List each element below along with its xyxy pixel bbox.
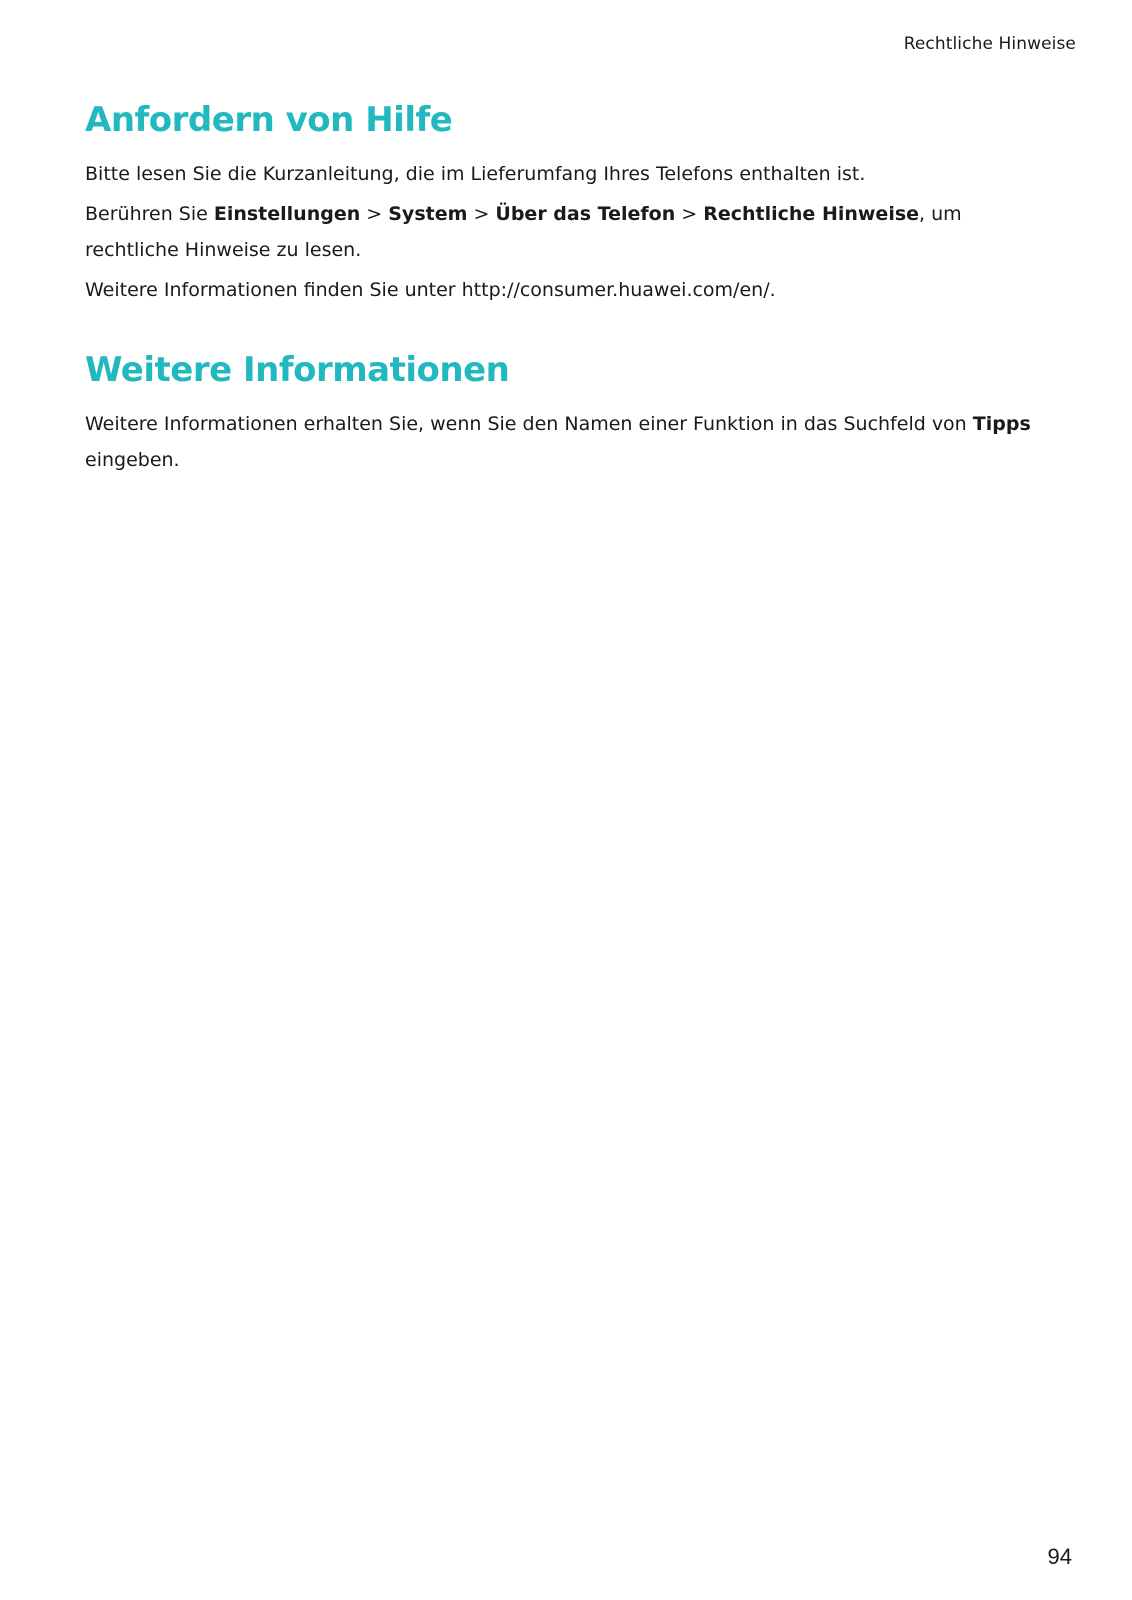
paragraph-navigation-path: [85, 196, 1045, 268]
path-step-system: System: [388, 203, 468, 225]
tipps-suffix: eingeben.: [85, 449, 180, 471]
path-step-rechtliche-hinweise: Rechtliche Hinweise: [703, 203, 920, 225]
path-step-einstellungen: Einstellungen: [213, 203, 361, 225]
path-step-ueber-das-telefon: Über das Telefon: [495, 203, 676, 225]
path-separator: >: [360, 203, 389, 225]
section-title-anfordern-von-hilfe: Anfordern von Hilfe: [85, 100, 453, 140]
path-prefix: Berühren Sie: [85, 203, 214, 225]
page-number: 94: [1047, 1544, 1072, 1569]
path-suffix: , um rechtliche Hinweise zu lesen.: [85, 203, 962, 261]
section-title-weitere-informationen: Weitere Informationen: [85, 350, 510, 390]
paragraph-kurzanleitung: Bitte lesen Sie die Kurzanleitung, die im Lieferumfang Ihres Telefons enthalten ist.: [85, 163, 866, 185]
tipps-app-name: Tipps: [972, 413, 1031, 435]
page-content: [85, 92, 1045, 478]
running-header: Rechtliche Hinweise: [903, 34, 1076, 54]
tipps-prefix: Weitere Informationen erhalten Sie, wenn Sie den Namen einer Funktion in das Suchfeld von: [85, 413, 973, 435]
path-separator: >: [675, 203, 704, 225]
paragraph-tipps-search: [85, 406, 1045, 478]
paragraph-website-info: Weitere Informationen finden Sie unter http://consumer.huawei.com/en/.: [85, 279, 776, 301]
path-separator: >: [467, 203, 496, 225]
